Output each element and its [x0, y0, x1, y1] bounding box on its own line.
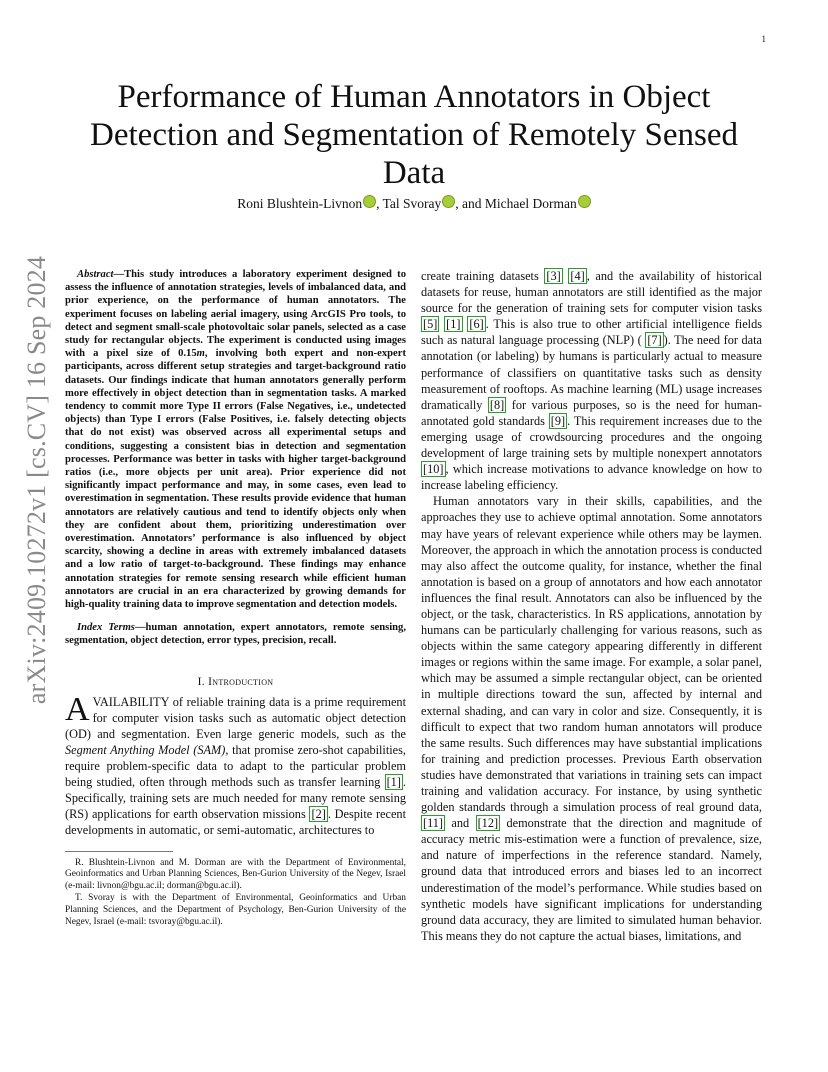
drop-cap: A	[65, 690, 90, 728]
footnote: R. Blushtein-Livnon and M. Dorman are with the Department of Environmental, Geoinformatics and Urban Planning Sciences, Ben-Gurion University of the Negev, Israel (e-mail: livnon@bgu.ac.il; dorman@bgu.ac.il).	[65, 857, 406, 892]
arxiv-identifier-stamp[interactable]	[22, 255, 52, 705]
body-text: Human annotators vary in their skills, capabilities, and the approaches they use to achieve optimal annotation. Some annotators may have years of relevant experience while others may be laymen. Moreover, the approach in which the annotation process is conducted may also affect the outcome quality, for instance, whether the final annotation is based on a group of annotators and how each annotator influences the final result. Annotators can also be influenced by the object, or the task, characteristics. In RS applications, annotation by humans can be particularly challenging for various reasons, such as objects within the same category appearing differently in different images or regions within the same image. For example, a solar panel, which may be assumed a simple rectangular object, can be oriented in multiple directions toward the sun, affected by internal and external shading, and can vary in color and size. Consequently, it is difficult to expect that two random human annotators will produce the same results. Such differences may have substantial implications for training and prediction processes. Previous Earth observation studies have demonstrated that variations in training sets can impact training and validation accuracy. For instance, by using synthetic golden standards through a simulation process of real ground data,	[421, 494, 762, 815]
citation-link[interactable]: [2]	[311, 807, 326, 822]
abstract-text: , involving both expert and non-expert participants, across different setup strategies and target-background ratio datasets. Our findings indicate that human annotators generally perform more effectively in object detection than in segmentation tasks. A marked tendency to commit more Type II errors (False Negatives, i.e., undetected objects) than Type I errors (False Positives, i.e. falsely detecting objects that do not exist) was observed across all experimental setups and conditions, suggesting a consistent bias in detection and segmentation processes. Performance was better in tasks with higher target-background ratios (i.e., more objects per unit area). Prior experience did not significantly impact performance and may, in some cases, even lead to overestimation in segmentation. These results provide evidence that human annotators are relatively cautious and tend to identify objects only when they are confident about them, prioritizing underestimation over overestimation. Annotators’ performance is also influenced by object scarcity, showing a decline in areas with extremely imbalanced datasets and a low ratio of target-to-background. These findings may enhance annotation strategies for remote sensing research while efficient human annotators are crucial in an era characterized by growing demands for high-quality training data to improve segmentation and detection models.	[65, 348, 406, 611]
abstract-text: This study introduces a laboratory experiment designed to assess the influence of annotation strategies, levels of imbalanced data, and prior experience, on the performance of human annotators. The experiment focuses on labeling aerial imagery, using ArcGIS Pro tools, to detect and segment small-scale photovoltaic solar panels, selected as a case study for rectangular objects. The experiment is conducted using images with a pixel size of 0.15	[65, 269, 406, 360]
citation-link[interactable]: [12]	[477, 816, 499, 831]
right-column	[421, 268, 762, 944]
orcid-icon[interactable]	[578, 195, 591, 208]
author-list	[80, 196, 748, 212]
body-text: . Despite recent developments in automatic, or semi-automatic, architectures to	[65, 807, 406, 838]
section-title: Introduction	[208, 675, 274, 688]
author-separator: ,	[376, 196, 383, 211]
abstract	[65, 268, 406, 611]
author-separator: , and	[455, 196, 485, 211]
intro-paragraph	[421, 493, 762, 944]
body-text: create training datasets	[421, 269, 545, 283]
body-text: , and the availability of historical datasets for reuse, human annotators are still identified as the major source for the generation of training sets for computer vision tasks	[421, 269, 762, 316]
body-text: . This is also true to other artificial intelligence fields such as natural language processing (NLP) (	[421, 317, 763, 348]
intro-paragraph	[65, 690, 406, 839]
citation-link[interactable]: [9]	[550, 413, 566, 428]
citation-link[interactable]: [4]	[570, 269, 585, 283]
body-text: . Specifically, training sets are much needed for many remote sensing (RS) applications for earth observation missions	[65, 775, 406, 822]
citation-link[interactable]: [6]	[469, 317, 484, 332]
page-number: 1	[761, 34, 766, 44]
citation-link[interactable]: [1]	[446, 317, 461, 332]
section-number: I.	[197, 675, 209, 688]
body-text: VAILABILITY of reliable training data is a prime requirement for computer vision tasks such as automatic object detection (OD) and segmentation. Even large generic models, such as the	[65, 694, 406, 741]
body-text: and	[445, 816, 476, 831]
abstract-unit: m	[196, 348, 205, 360]
index-terms-text: human annotation, expert annotators, remote sensing, segmentation, object detection, error types, precision, recall.	[65, 622, 406, 647]
abstract-dash: —	[113, 269, 125, 280]
citation-link[interactable]: [10]	[423, 462, 444, 477]
body-text-italic: Segment Anything Model (SAM)	[65, 742, 226, 757]
citation-link[interactable]: [8]	[489, 397, 505, 412]
citation-link[interactable]: [1]	[386, 775, 401, 790]
index-terms-dash: —	[134, 622, 146, 634]
author-name: Tal Svoray	[382, 196, 442, 211]
orcid-icon[interactable]	[442, 195, 455, 208]
left-column	[65, 268, 406, 928]
index-terms-label: Index Terms	[77, 622, 135, 634]
author-name: Roni Blushtein-Livnon	[237, 196, 363, 211]
index-terms	[65, 621, 406, 647]
body-text: demonstrate that the direction and magnitude of accuracy metric mis-estimation were a function of prevalence, size, and nature of imperfections in the reference standard. Namely, ground data that introduced errors and biases led to an incorrect underestimation of the model’s performance. While studies based on synthetic models have significant implications for understanding ground data accuracy, they are limited to simulated human behavior. This means they do not capture the actual biases, limitations, and	[421, 816, 762, 943]
citation-link[interactable]: [11]	[423, 816, 444, 831]
abstract-label: Abstract	[77, 269, 114, 280]
section-heading	[65, 676, 406, 688]
orcid-icon[interactable]	[363, 195, 376, 208]
intro-paragraph	[421, 268, 762, 493]
body-text: ). The need for data annotation (or labeling) by humans is particularly actual to measure performance of classifiers on quantitative tasks such as density measurement of rooftops. As machine learning (ML) usage increases dramatically	[421, 333, 762, 412]
body-text: for various purposes, so is the need for human-annotated gold standards	[421, 397, 762, 428]
body-text: , that promise zero-shot capabilities, require problem-specific data to adapt to the particular problem being studied, often through methods such as transfer learning	[65, 742, 406, 790]
paper-title: Performance of Human Annotators in Object Detection and Segmentation of Remotely Sensed Data	[90, 79, 738, 191]
citation-link[interactable]: [5]	[423, 317, 438, 332]
author-name: Michael Dorman	[484, 196, 577, 211]
footnote: T. Svoray is with the Department of Environmental, Geoinformatics and Urban Planning Sciences, and the Department of Psychology, Ben-Gurion University of the Negev, Israel (e-mail: tsvoray@bgu.ac.il).	[65, 892, 406, 927]
footnote-divider	[65, 851, 173, 852]
citation-link[interactable]: [3]	[546, 269, 561, 283]
body-text: . This requirement increases due to the emerging usage of crowdsourcing procedures and the ongoing development of large training sets by multiple nonexpert annotators	[421, 413, 762, 461]
body-text: , which increase motivations to advance knowledge on how to increase labeling efficiency.	[421, 462, 762, 493]
citation-link[interactable]: [7]	[647, 333, 662, 348]
arxiv-identifier-text: arXiv:2409.10272v1 [cs.CV] 16 Sep 2024	[22, 255, 51, 705]
